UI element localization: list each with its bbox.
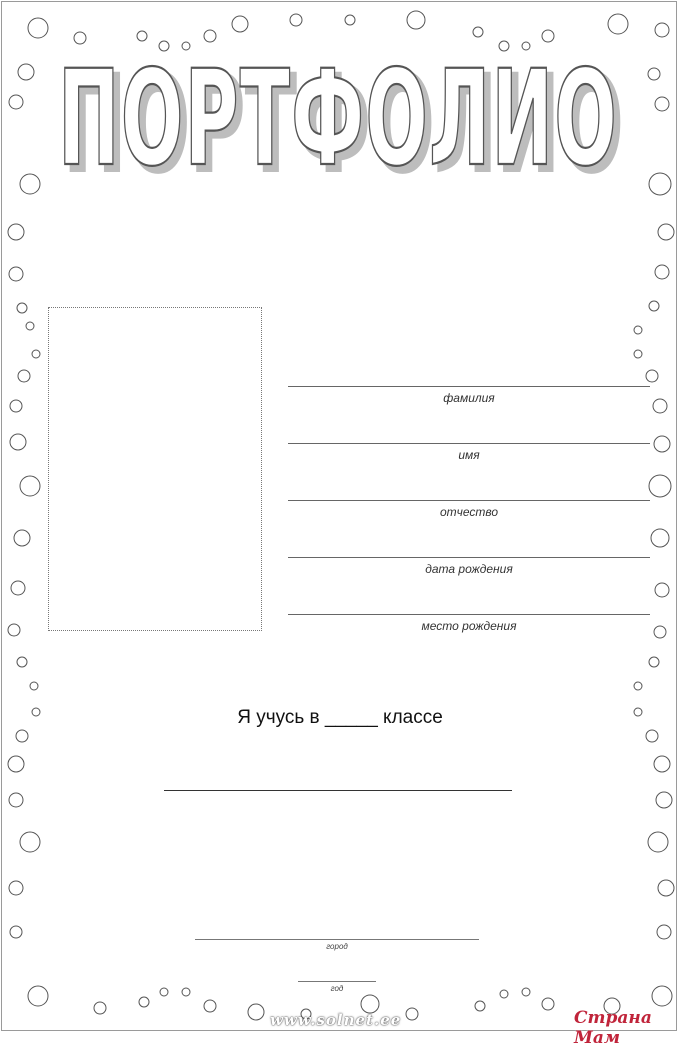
- bubble: [290, 14, 302, 26]
- bubble: [159, 41, 169, 51]
- bubble: [9, 793, 23, 807]
- bubble: [656, 792, 672, 808]
- city-field[interactable]: [195, 939, 479, 951]
- bubble: [248, 1004, 264, 1020]
- surname-line: [288, 386, 650, 387]
- bubble: [658, 224, 674, 240]
- bubble: [10, 434, 26, 450]
- class-statement[interactable]: Я учусь в _____ классе: [237, 707, 443, 728]
- bubble: [499, 41, 509, 51]
- birth-date-caption: дата рождения: [425, 562, 513, 576]
- bubble: [16, 730, 28, 742]
- bubble: [74, 32, 86, 44]
- bubble: [500, 990, 508, 998]
- photo-placeholder[interactable]: [48, 307, 262, 631]
- bubble: [8, 624, 20, 636]
- bubble: [406, 1008, 418, 1020]
- bubble: [182, 42, 190, 50]
- portfolio-title-text: ПОРТФОЛИО: [58, 52, 618, 192]
- bubble: [654, 626, 666, 638]
- bubble: [8, 224, 24, 240]
- patronymic-line: [288, 500, 650, 501]
- bubble: [651, 529, 669, 547]
- bubble: [160, 988, 168, 996]
- bubble: [653, 399, 667, 413]
- bubble: [20, 832, 40, 852]
- bubble: [542, 30, 554, 42]
- bubble: [204, 1000, 216, 1012]
- name-line: [288, 443, 650, 444]
- name-field[interactable]: [288, 443, 650, 462]
- bubble: [654, 436, 670, 452]
- bubble: [475, 1001, 485, 1011]
- birth-place-line: [288, 614, 650, 615]
- bubble: [648, 832, 668, 852]
- name-caption: имя: [458, 448, 480, 462]
- bubble: [20, 476, 40, 496]
- bubble: [646, 730, 658, 742]
- bubble: [649, 657, 659, 667]
- bubble: [542, 998, 554, 1010]
- bubble: [634, 326, 642, 334]
- birth-date-line: [288, 557, 650, 558]
- bubble: [11, 581, 25, 595]
- bubble: [32, 350, 40, 358]
- bubble: [232, 16, 248, 32]
- patronymic-field[interactable]: [288, 500, 650, 519]
- bubble: [522, 988, 530, 996]
- bubble: [654, 756, 670, 772]
- city-line: [195, 939, 479, 940]
- bubble: [655, 265, 669, 279]
- bubble: [657, 925, 671, 939]
- bubble: [182, 988, 190, 996]
- bubble: [94, 1002, 106, 1014]
- bubble: [634, 350, 642, 358]
- bubble: [522, 42, 530, 50]
- birth-date-field[interactable]: [288, 557, 650, 576]
- bubble: [28, 986, 48, 1006]
- bubble: [26, 322, 34, 330]
- bubble: [17, 303, 27, 313]
- portfolio-title: [0, 52, 680, 192]
- bubble: [30, 682, 38, 690]
- bubble: [608, 14, 628, 34]
- bubble: [9, 267, 23, 281]
- portfolio-title-shadow: ПОРТФОЛИО: [64, 52, 624, 192]
- bubble: [345, 15, 355, 25]
- bubble: [204, 30, 216, 42]
- bubble: [407, 11, 425, 29]
- bubble: [634, 682, 642, 690]
- bubble: [473, 27, 483, 37]
- bubble: [652, 986, 672, 1006]
- site-watermark: www.solnet.ee: [270, 1011, 402, 1029]
- bubble: [139, 997, 149, 1007]
- bubble: [137, 31, 147, 41]
- bubble: [9, 881, 23, 895]
- year-field[interactable]: [298, 981, 376, 993]
- bubble: [10, 926, 22, 938]
- city-caption: город: [326, 942, 348, 951]
- bubble: [649, 301, 659, 311]
- year-caption: год: [330, 984, 344, 993]
- birth-place-field[interactable]: [288, 614, 650, 633]
- bubble: [646, 370, 658, 382]
- brand-watermark: Страна Мам: [574, 1008, 652, 1048]
- bubble: [655, 583, 669, 597]
- bubble: [8, 756, 24, 772]
- bubble: [28, 18, 48, 38]
- bubble: [14, 530, 30, 546]
- bubble: [649, 475, 671, 497]
- surname-caption: фамилия: [443, 391, 495, 405]
- bubble: [10, 400, 22, 412]
- bubble: [655, 23, 669, 37]
- bubble: [18, 370, 30, 382]
- patronymic-caption: отчество: [439, 505, 499, 519]
- bubble: [658, 880, 674, 896]
- birth-place-caption: место рождения: [421, 619, 517, 633]
- surname-field[interactable]: [288, 386, 650, 405]
- bubble: [17, 657, 27, 667]
- year-line: [298, 981, 376, 982]
- school-line[interactable]: [164, 790, 512, 791]
